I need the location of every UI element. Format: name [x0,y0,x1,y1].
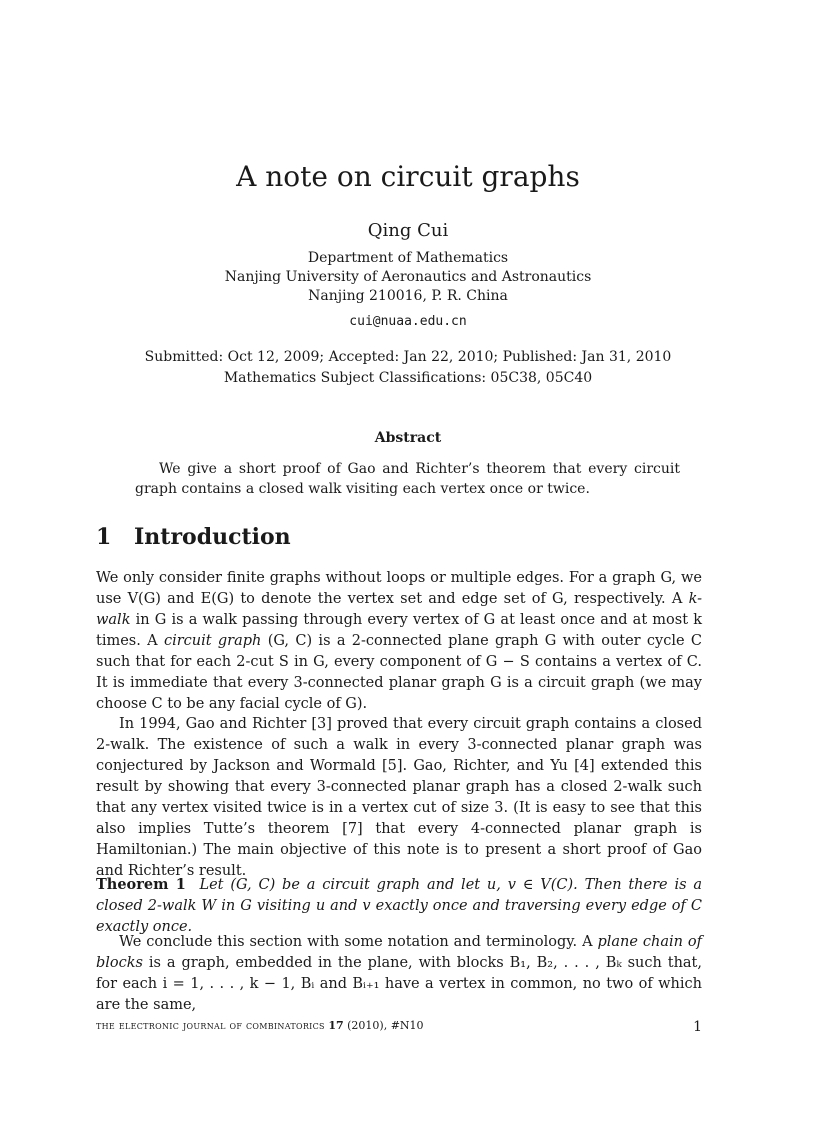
theorem-label: Theorem 1 [96,876,186,893]
journal-name: the electronic journal of combinatorics [96,1019,325,1032]
intro-paragraph-1 [96,568,702,715]
subject-classification: Mathematics Subject Classifications: 05C38, 05C40 [223,370,593,386]
term-plane-chain: plane chain of blocks [96,934,702,971]
text-run: is a graph, embedded in the plane, with blocks B₁, B₂, . . . , Bₖ such that, for each i = 1, . . . , k − 1, Bᵢ and Bᵢ₊₁ have a vertex in common, no two of which are the same, [96,955,702,1013]
intro-paragraph-2: In 1994, Gao and Richter [3] proved that every circuit graph contains a closed 2-walk. The existence of such a walk in every 3-connected planar graph was conjectured by Jackson and Wormald [5]. Gao, Richter, and Yu [4] extended this result by showing that every 3-connected planar graph has a closed 2-walk such that any vertex visited twice is in a vertex cut of size 3. (It is easy to see that this also implies Tutte’s theorem [7] that every 4-connected planar graph is Hamiltonian.) The main objective of this note is to present a short proof of Gao and Richter’s result. [96,716,702,879]
section-heading [96,524,291,550]
term-k-walk: k-walk [96,591,702,628]
page-footer [96,1019,702,1035]
abstract-paragraph: We give a short proof of Gao and Richter’s theorem that every circuit graph contains a closed walk visiting each vertex once or twice. [135,461,680,497]
author-name: Qing Cui [367,220,449,241]
paper-title: A note on circuit graphs [236,160,580,193]
text-run: We only consider finite graphs without loops or multiple edges. For a graph G, we use V(G) and E(G) to denote the vertex set and edge set of G, respectively. A [96,570,702,607]
text-run: We conclude this section with some notation and terminology. A [119,934,598,950]
page-number: 1 [693,1019,702,1035]
text-run: in G is a walk passing through every vertex of G at least once and at most k times. A [96,612,702,649]
text-run: (G, C) is a 2-connected plane graph G with outer cycle C such that for each 2-cut S in G, every component of G − S contains a vertex of C. It is immediate that every 3-connected planar graph G is a circuit graph (we may choose C to be any facial cycle of G). [96,633,703,712]
submission-dates: Submitted: Oct 12, 2009; Accepted: Jan 22, 2010; Published: Jan 31, 2010 [144,349,672,365]
abstract-text [135,459,680,499]
affiliation-line: Nanjing University of Aeronautics and Astronautics [224,269,592,285]
section-title: Introduction [134,524,291,550]
journal-issue: (2010), #N10 [347,1019,424,1032]
affiliation [0,249,816,306]
section-number: 1 [96,524,112,550]
theorem-1 [96,874,702,938]
author-email: cui@nuaa.edu.cn [349,314,467,329]
term-circuit-graph: circuit graph [163,633,262,649]
theorem-statement: Let (G, C) be a circuit graph and let u, v ∈ V(C). Then there is a closed 2-walk W in G visiting u and v exactly once and traversing every edge of C exactly once. [96,877,702,935]
affiliation-line: Department of Mathematics [307,250,509,266]
abstract-heading: Abstract [374,430,442,446]
publication-info [0,347,816,389]
journal-volume: 17 [328,1019,344,1032]
intro-paragraph-3 [96,932,702,1016]
affiliation-line: Nanjing 210016, P. R. China [308,288,508,304]
